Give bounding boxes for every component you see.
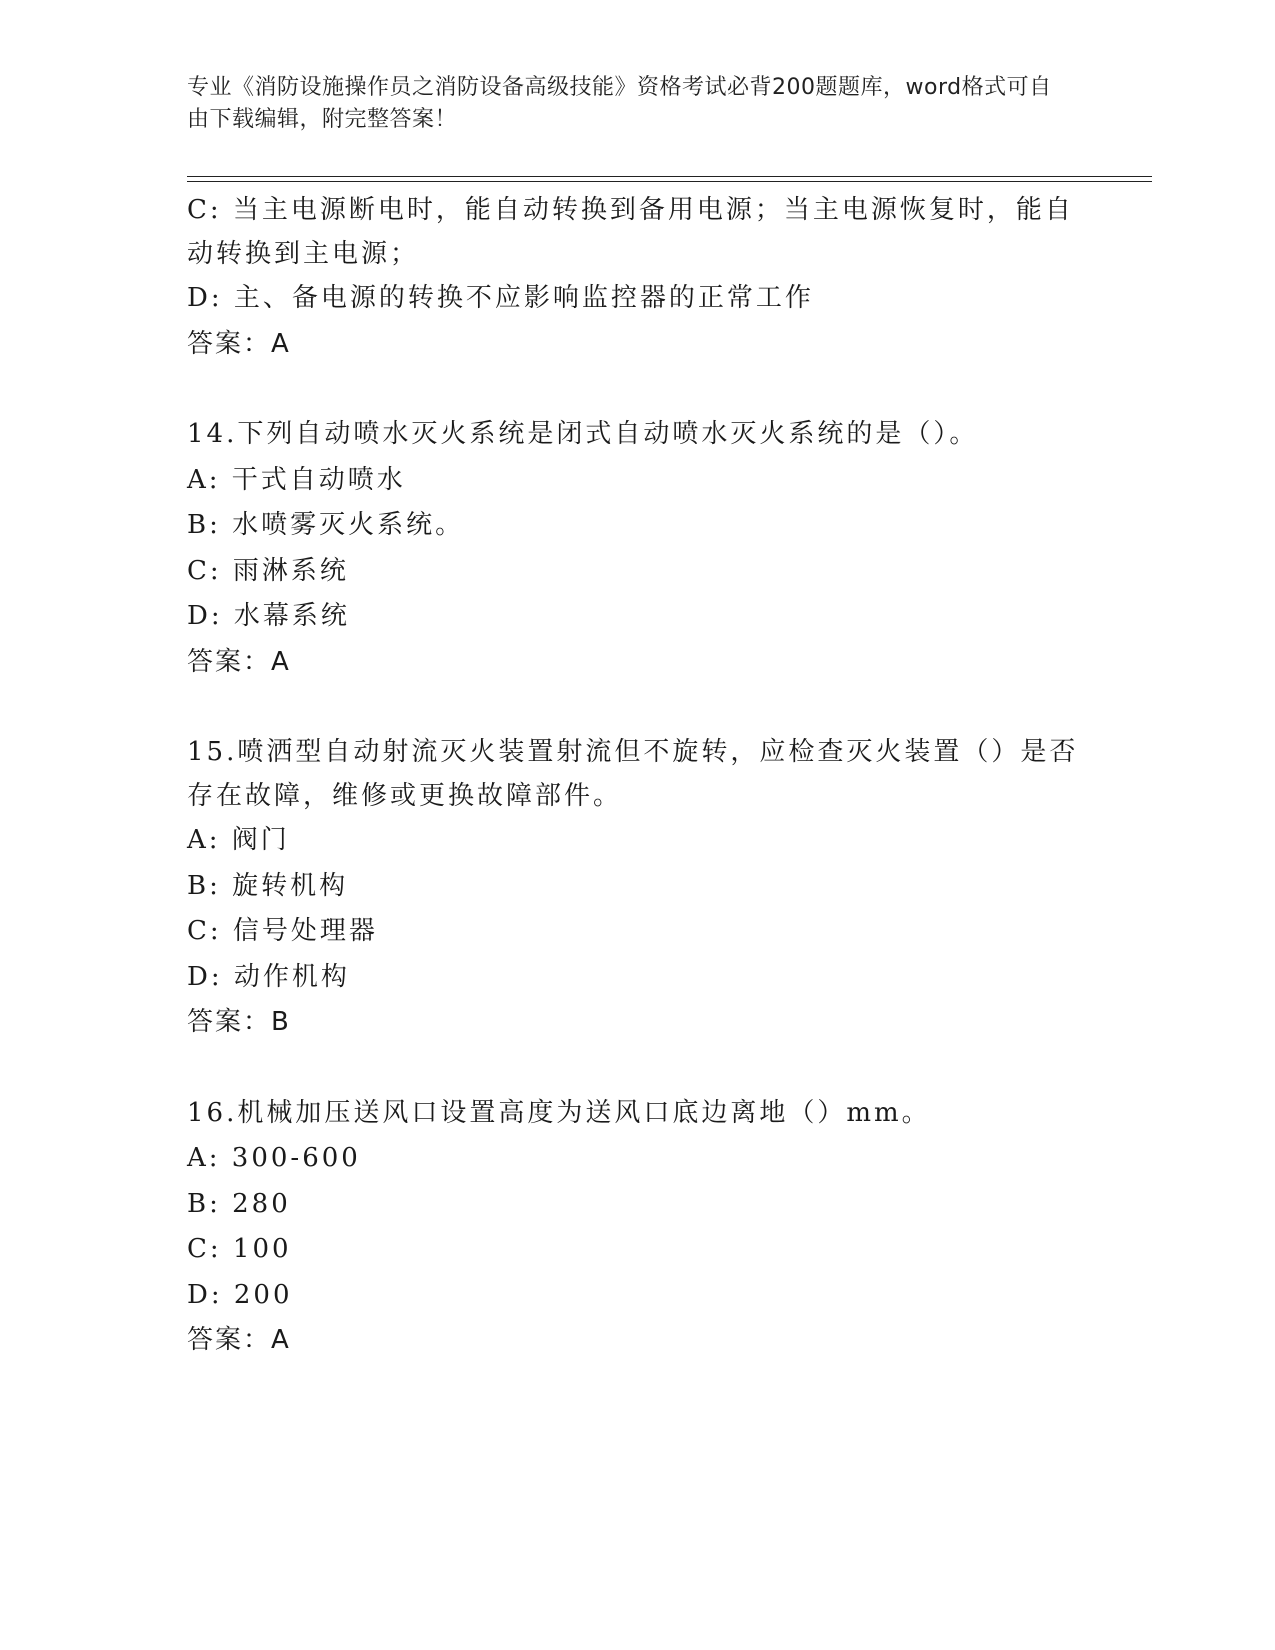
question-stem: 16.机械加压送风口设置高度为送风口底边离地（）mm。 <box>187 1097 931 1128</box>
option-d: D: 主、备电源的转换不应影响监控器的正常工作 <box>187 283 814 313</box>
question-13-continued <box>187 188 1087 367</box>
answer-line: 答案：A <box>187 328 291 359</box>
option-c: C: 信号处理器 <box>187 916 378 946</box>
option-a: A: 干式自动喷水 <box>187 464 406 495</box>
document-body <box>187 188 1087 1364</box>
answer-line: 答案：A <box>187 646 291 677</box>
option-b: B: 旋转机构 <box>187 870 349 901</box>
question-15 <box>187 730 1087 1046</box>
option-c: C: 当主电源断电时，能自动转换到备用电源；当主电源恢复时，能自动转换到主电源； <box>187 195 1074 269</box>
question-stem: 15.喷洒型自动射流灭火装置射流但不旋转，应检查灭火装置（）是否存在故障，维修或更换故障部件。 <box>187 737 1079 811</box>
option-a: A: 阀门 <box>187 825 290 855</box>
option-d: D: 动作机构 <box>187 961 350 992</box>
option-a: A: 300-600 <box>187 1143 361 1173</box>
option-d: D: 水幕系统 <box>187 601 350 631</box>
question-14 <box>187 412 1087 685</box>
answer-line: 答案：A <box>187 1325 291 1355</box>
answer-line: 答案：B <box>187 1007 291 1037</box>
option-c: C: 100 <box>187 1234 292 1264</box>
header-rule-top <box>187 176 1152 177</box>
option-d: D: 200 <box>187 1279 293 1310</box>
header-rule-bottom <box>187 181 1152 182</box>
option-b: B: 水喷雾灭火系统。 <box>187 510 465 540</box>
question-stem: 14.下列自动喷水灭火系统是闭式自动喷水灭火系统的是（）。 <box>187 419 979 449</box>
option-c: C: 雨淋系统 <box>187 555 349 586</box>
document-header: 专业《消防设施操作员之消防设备高级技能》资格考试必背200题题库，word格式可自由下载编辑，附完整答案！ <box>187 75 1052 132</box>
question-16 <box>187 1091 1087 1364</box>
option-b: B: 280 <box>187 1188 291 1219</box>
